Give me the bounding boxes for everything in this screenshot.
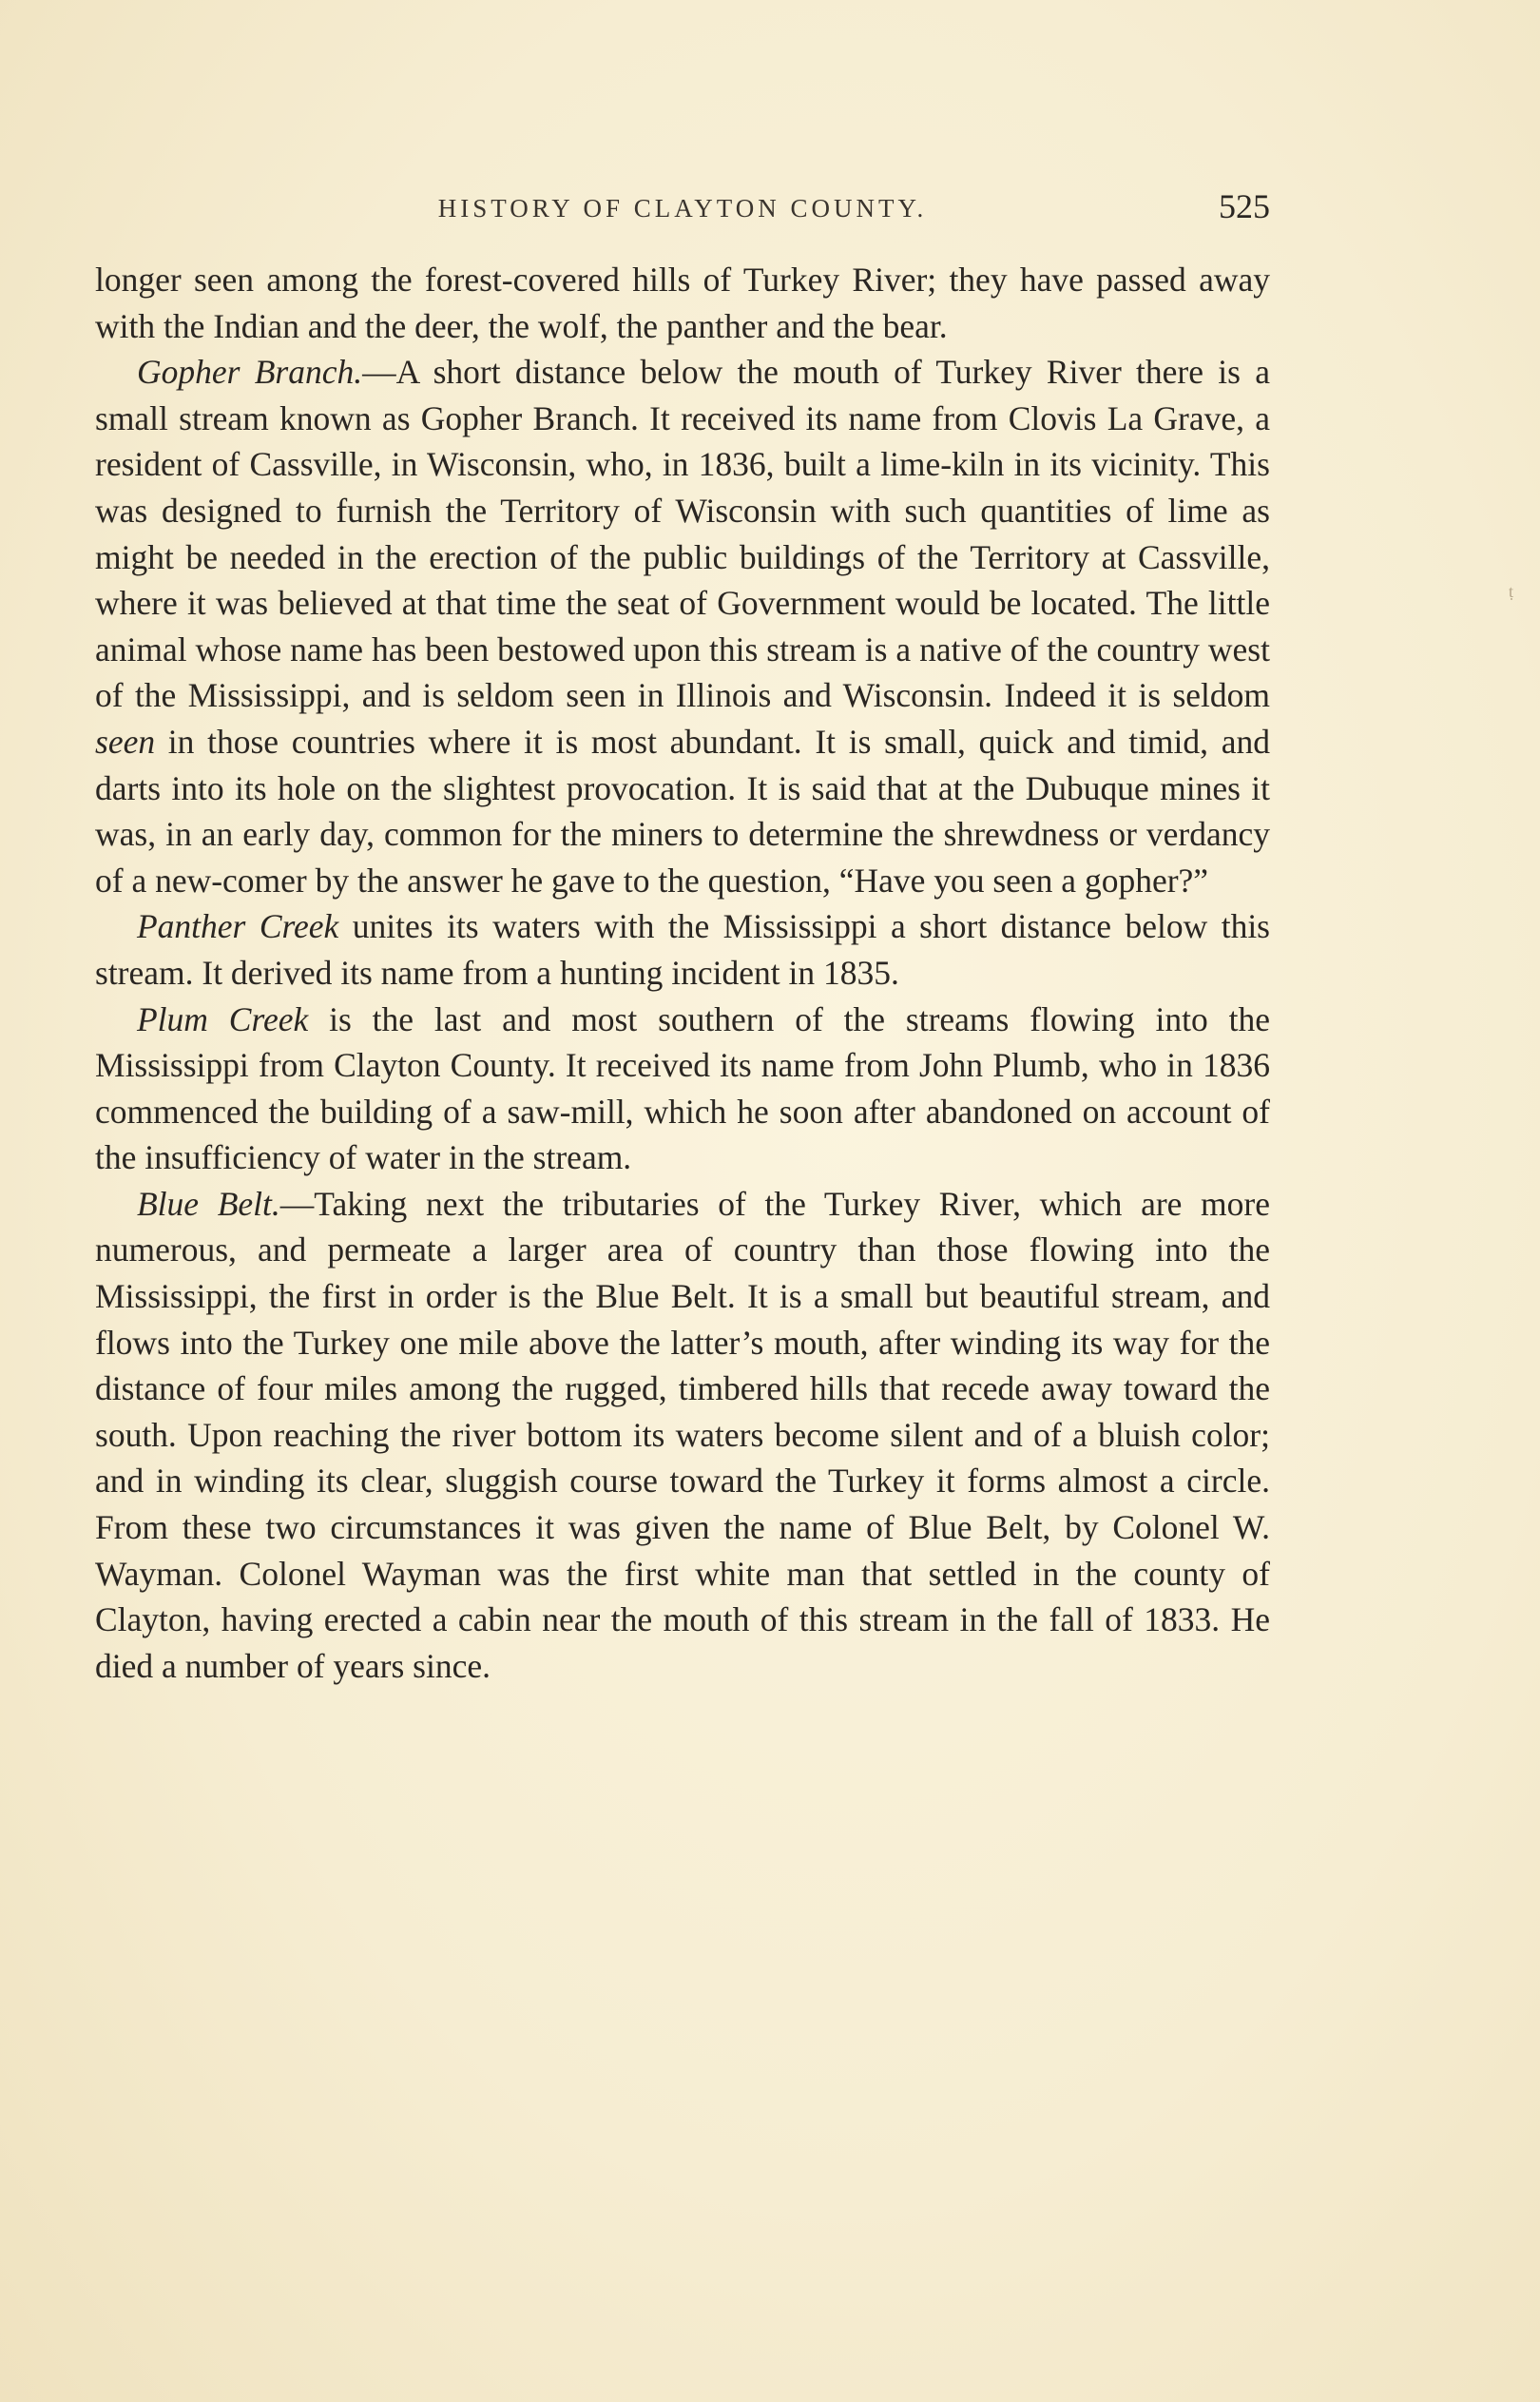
body-text [95,257,1270,1689]
running-head: HISTORY OF CLAYTON COUNTY. [437,194,928,223]
section-lead-gopher-branch: Gopher Branch. [137,353,363,392]
paragraph-plum-creek [95,997,1270,1181]
paragraph-panther-creek [95,903,1270,996]
section-lead-panther-creek: Panther Creek [137,907,339,946]
paragraph-text: —Taking next the tributaries of the Turkey River, which are more numerous, and permeate a larger area of country than those flowing into the Mississippi, the first in order is the Blue Belt. It is a small but beautiful stream, and flows into the Turkey one mile above the latter’s mouth, after winding its way for the distance of four miles among the rugged, timbered hills that recede away toward the south. Upon reaching the river bottom its waters become silent and of a bluish color; and in winding its clear, sluggish course toward the Turkey it forms almost a circle. From these two circumstances it was given the name of Blue Belt, by Colonel W. Wayman. Colonel Wayman was the first white man that settled in the county of Clayton, having erected a cabin near the mouth of this stream in the fall of 1833. He died a number of years since. [95,1184,1270,1685]
paragraph-continuation [95,257,1270,349]
paragraph-gopher-branch [95,349,1270,903]
paragraph-text: longer seen among the forest-covered hills of Turkey River; they have passed away with the Indian and the deer, the wolf, the panther and the bear. [95,261,1270,345]
paragraph-text-after: in those countries where it is most abundant. It is small, quick and timid, and darts into its hole on the slightest provocation. It is said that at the Dubuque mines it was, in an early day, common for the miners to determine the shrewdness or verdancy of a new-comer by the answer he gave to the question, “Have you seen a gopher?” [95,722,1270,900]
page-header [95,187,1270,238]
paragraph-text: is the last and most southern of the streams flowing into the Mississippi from Clayton County. It received its name from John Plumb, who in 1836 commenced the building of a saw-mill, which he soon after abandoned on account of the insufficiency of water in the stream. [95,999,1270,1177]
page-number: 525 [1219,187,1270,225]
paragraph-text: unites its waters with the Mississippi a short distance below this stream. It derived its name from a hunting incident in 1835. [95,907,1270,992]
emphasis-seen: seen [95,722,156,761]
section-lead-plum-creek: Plum Creek [137,999,309,1038]
section-lead-blue-belt: Blue Belt. [137,1184,280,1223]
paragraph-text: —A short distance below the mouth of Turkey River there is a small stream known as Gopher Branch. It received its name from Clovis La Grave, a resident of Cassville, in Wisconsin, who, in 1836, built a lime-kiln in its vicinity. This was designed to furnish the Territory of Wisconsin with such quantities of lime as might be needed in the erection of the public buildings of the Territory at Cassville, where it was believed at that time the seat of Government would be located. The little animal whose name has been bestowed upon this stream is a native of the country west of the Mississippi, and is seldom seen in Illinois and Wisconsin. Indeed it is seldom [95,353,1270,715]
margin-mark: ṭ [1509,582,1514,601]
paragraph-blue-belt [95,1181,1270,1690]
